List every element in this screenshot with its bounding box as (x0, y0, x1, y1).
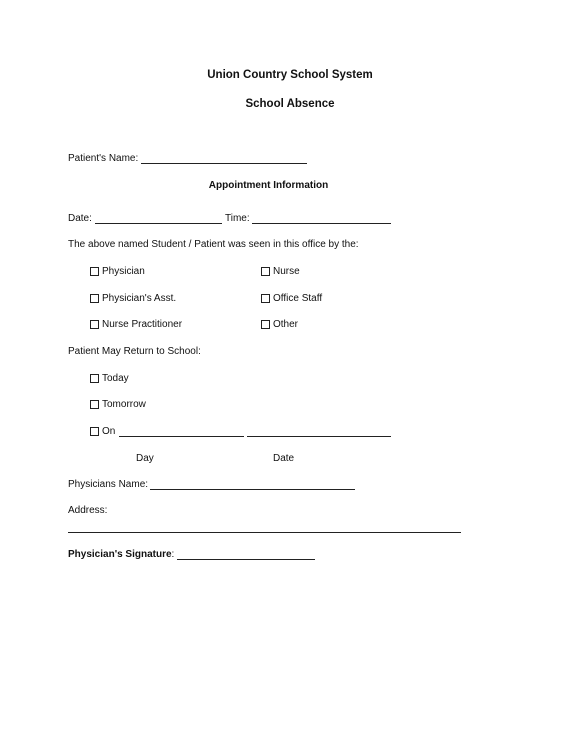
other-option-label: Other (273, 319, 299, 330)
physician-option-label: Physician (102, 266, 145, 277)
office-staff-option-label: Office Staff (273, 293, 323, 304)
nurse-practitioner-option-label: Nurse Practitioner (102, 319, 183, 330)
signature-colon: : (171, 549, 175, 560)
address-label: Address: (68, 505, 108, 516)
physicians-asst-option-label: Physician's Asst. (102, 293, 177, 304)
day-caption: Day (136, 453, 154, 464)
physicians-asst-checkbox[interactable] (90, 294, 99, 303)
physician-checkbox[interactable] (90, 267, 99, 276)
signature-label (68, 549, 174, 561)
patient-name-field[interactable] (141, 163, 307, 164)
signature-label-text: Physician's Signature (68, 549, 172, 560)
return-day-field[interactable] (119, 436, 244, 437)
nurse-option-label: Nurse (273, 266, 300, 277)
time-field[interactable] (252, 223, 391, 224)
appointment-heading: Appointment Information (208, 180, 329, 191)
return-date-field[interactable] (247, 436, 391, 437)
nurse-checkbox[interactable] (261, 267, 270, 276)
tomorrow-option-label: Tomorrow (102, 399, 146, 410)
other-checkbox[interactable] (261, 320, 270, 329)
address-field[interactable] (68, 532, 461, 533)
seen-by-prompt: The above named Student / Patient was seen in this office by the: (68, 239, 359, 250)
signature-field[interactable] (177, 559, 315, 560)
physician-name-field[interactable] (150, 489, 355, 490)
today-checkbox[interactable] (90, 374, 99, 383)
date-caption: Date (273, 453, 295, 464)
organization-title: Union Country School System (207, 69, 373, 81)
physician-name-label: Physicians Name: (68, 479, 149, 490)
time-label: Time: (225, 213, 250, 224)
on-checkbox[interactable] (90, 427, 99, 436)
return-prompt: Patient May Return to School: (68, 346, 201, 357)
office-staff-checkbox[interactable] (261, 294, 270, 303)
today-option-label: Today (102, 373, 129, 384)
form-title: School Absence (245, 98, 335, 110)
patient-name-label: Patient's Name: (68, 153, 139, 164)
tomorrow-checkbox[interactable] (90, 400, 99, 409)
date-label: Date: (68, 213, 92, 224)
nurse-practitioner-checkbox[interactable] (90, 320, 99, 329)
on-option-label: On (102, 426, 116, 437)
date-field[interactable] (95, 223, 222, 224)
